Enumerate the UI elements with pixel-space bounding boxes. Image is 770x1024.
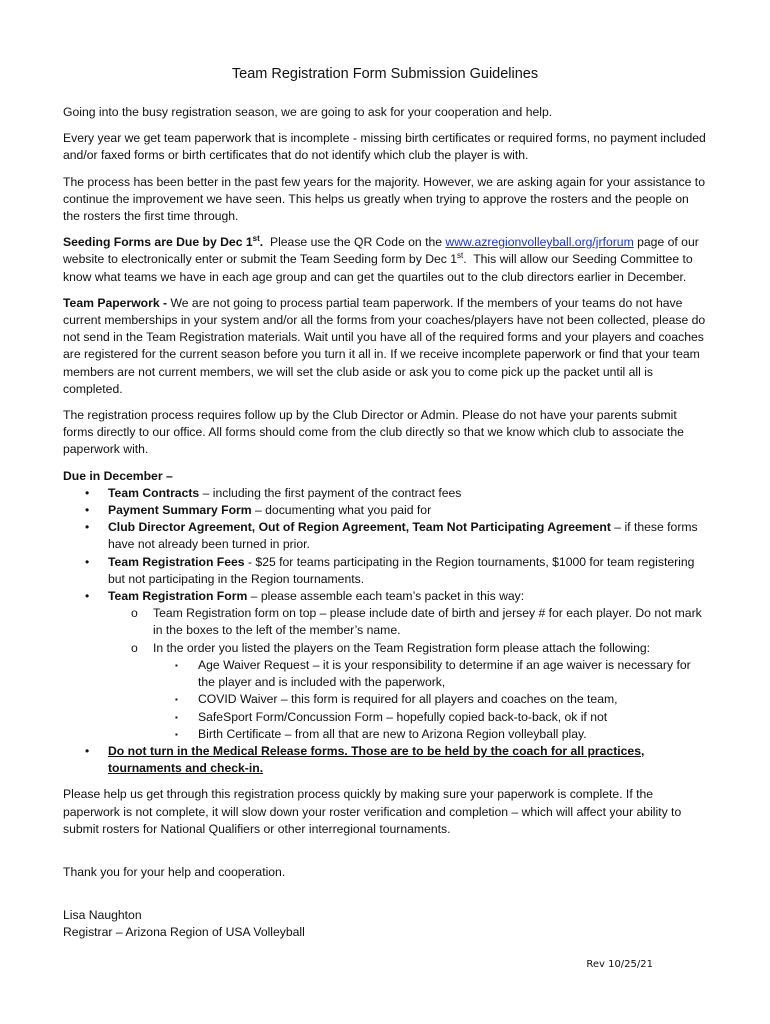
paperwork-paragraph [63,295,707,398]
list-item [175,726,707,743]
attachments-list [153,657,707,743]
seeding-paragraph [63,234,707,286]
jrforum-link[interactable]: www.azregionvolleyball.org/jrforum [445,235,634,250]
spacer [63,847,707,864]
square-bullet-icon: ▪ [175,729,178,739]
medical-warning: Do not turn in the Medical Release forms. Those are to be held by the coach for all practices, tournaments and check-in. [108,743,645,776]
list-item [85,554,707,588]
seeding-text-3: . This will allow our Seeding Committee to know what teams we have in each age group and can get the quartiles out to the club directors earlier in December. [63,252,697,284]
item-text: – documenting what you paid for [251,503,432,518]
due-list [63,485,707,777]
incomplete-paragraph: Every year we get team paperwork that is incomplete - missing birth certificates or required forms, no payment included and/or faxed forms or birth certificates that do not identify which club the player is with. [63,131,706,163]
item-text: - $25 for teams participating in the Region tournaments, $1000 for team registering but not participating in the Region tournaments. [108,554,695,586]
seeding-text-1: Please use the QR Code on the [263,235,446,250]
seeding-lead-end: . [259,235,264,250]
process-paragraph: The process has been better in the past few years for the majority. However, we are asking again for your assistance to continue the improvement we have seen. This helps us greatly when trying to approve the rosters and the people on the rosters the first time through. [63,174,705,224]
attachment-text: COVID Waiver – this form is required for all players and coaches on the team, [198,692,618,707]
attachment-text: SafeSport Form/Concussion Form – hopefully copied back-to-back, ok if not [198,709,608,724]
list-item [85,502,707,519]
circle-bullet-icon: o [131,606,138,621]
bullet-icon: • [85,520,90,535]
item-text: – including the first payment of the contract fees [199,485,462,500]
thanks-paragraph: Thank you for your help and cooperation. [63,864,286,879]
packet-order-list [108,605,707,743]
attachment-text: Age Waiver Request – it is your responsibility to determine if an age waiver is necessary for the player and is included with the paperwork, [198,657,691,690]
sub-item-text: Team Registration form on top – please include date of birth and jersey # for each player. Do not mark in the boxes to the left of the member’s name. [153,606,702,638]
bullet-icon: • [85,503,90,518]
intro-paragraph: Going into the busy registration season, we are going to ask for your cooperation and help. [63,105,553,119]
square-bullet-icon: ▪ [175,660,178,670]
list-item [131,640,707,743]
revision-date: Rev 10/25/21 [586,959,653,970]
item-bold: Team Registration Fees [108,554,245,569]
seeding-text-2: page of our website to electronically enter or submit the Team Seeding form by Dec 1 [63,235,699,267]
document-page [63,64,707,942]
item-bold: Club Director Agreement, Out of Region Agreement, Team Not Participating Agreement [108,520,611,535]
document-title: Team Registration Form Submission Guidelines [231,66,539,82]
bullet-icon: • [85,554,90,569]
paperwork-lead: Team Paperwork - [63,295,171,310]
seeding-sup-2: st [457,251,464,261]
signature-role: Registrar – Arizona Region of USA Volleyball [63,925,305,940]
item-text: – please assemble each team’s packet in this way: [247,589,525,604]
sub-item-text: In the order you listed the players on the Team Registration form please attach the following: [153,640,651,655]
list-item [85,588,707,743]
spacer [63,890,707,907]
due-heading: Due in December – [63,468,173,483]
item-bold: Team Registration Form [108,589,248,604]
list-item [85,743,707,777]
seeding-lead: Seeding Forms are Due by Dec 1 [63,235,253,250]
list-item [175,657,707,691]
bullet-icon: • [85,485,90,500]
list-item [85,485,707,502]
help-paragraph: Please help us get through this registration process quickly by making sure your paperwork is complete. If the paperwork is not complete, it will slow down your roster verification and completion – which will affect your ability to submit rosters for National Qualifiers or other interregional tournaments. [63,787,682,836]
circle-bullet-icon: o [131,640,138,655]
bullet-icon: • [85,589,90,604]
item-bold: Payment Summary Form [108,503,252,518]
list-item [85,519,707,553]
followup-paragraph: The registration process requires follow up by the Club Director or Admin. Please do not have your parents submit forms directly to our office. All forms should come from the club directly so that we know which club to associate the paperwork with. [63,408,684,457]
seeding-lead-sup: st [252,234,260,244]
signature-name: Lisa Naughton [63,908,142,923]
list-item [131,605,707,639]
list-item [175,709,707,726]
square-bullet-icon: ▪ [175,712,178,722]
item-bold: Team Contracts [108,485,200,500]
paperwork-text: We are not going to process partial team paperwork. If the members of your teams do not have current memberships in your system and/or all the forms from your coaches/players have not been collected, please do not send in the Team Registration materials. Wait until you have all of the required forms and your players and coaches are registered for the current season before you turn it all in. If we receive incomplete paperwork or find that your team members are not current members, we will set the club aside or ask you to come pick up the packet until all is completed. [63,295,706,396]
item-text: – if these forms have not already been turned in prior. [108,520,698,552]
list-item [175,691,707,708]
attachment-text: Birth Certificate – from all that are new to Arizona Region volleyball play. [198,726,587,741]
bullet-icon: • [85,743,90,758]
square-bullet-icon: ▪ [175,695,178,705]
